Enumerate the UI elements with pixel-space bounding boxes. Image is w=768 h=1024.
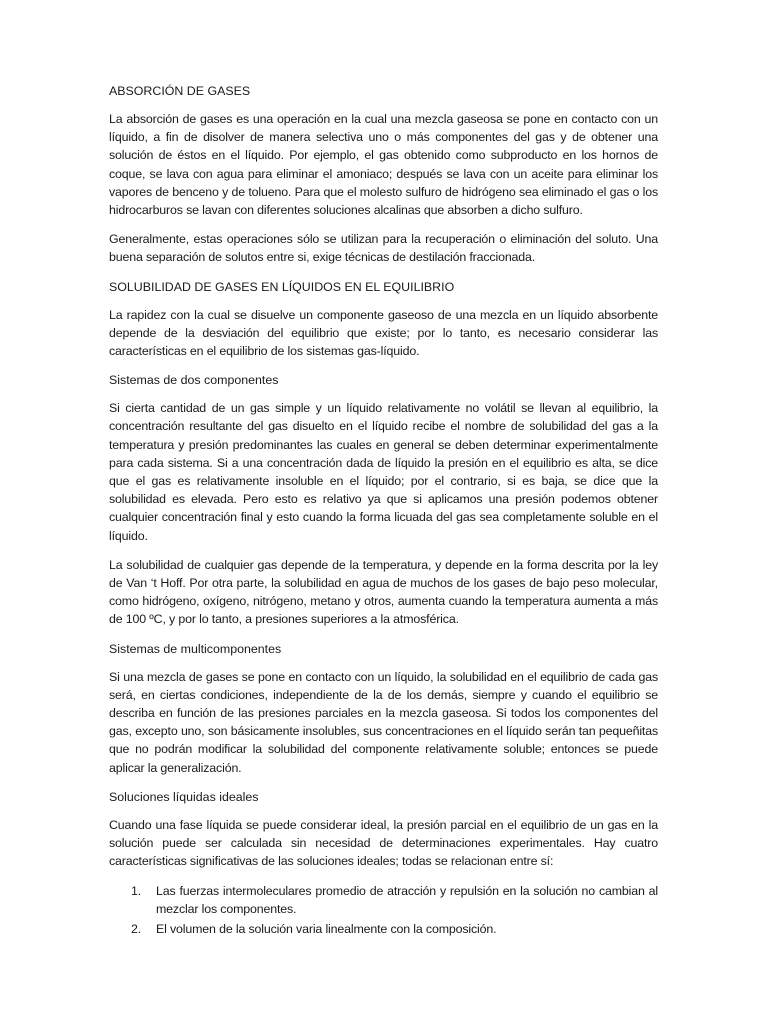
paragraph: La solubilidad de cualquier gas depende de la temperatura, y depende en la forma descrita por la ley de Van ‘t Hoff. Por otra parte, la solubilidad en agua de muchos de los gases de bajo peso molecular, como hidrógeno, oxígeno, nitrógeno, metano y otros, aumenta cuando la temperatura aumenta a más de 100 ºC, y por lo tanto, a presiones superiores a la atmosférica.: [109, 557, 658, 627]
paragraph: Si cierta cantidad de un gas simple y un líquido relativamente no volátil se llevan al equilibrio, la concentración resultante del gas disuelto en el líquido recibe el nombre de solubilidad del gas a la temperatura y presión predominantes las cuales en general se deben determinar experimentalmente para cada sistema. Si a una concentración dada de líquido la presión en el equilibrio es alta, se dice que el gas es relativamente insoluble en el líquido; por el contrario, si es baja, se dice que la solubilidad es elevada. Pero esto es relativo ya que si aplicamos una presión podemos obtener cualquier concentración final y esto cuando la forma licuada del gas sea completamente soluble en el líquido.: [109, 401, 658, 543]
list-item: [109, 882, 658, 918]
paragraph: La absorción de gases es una operación en la cual una mezcla gaseosa se pone en contacto con un líquido, a fin de disolver de manera selectiva uno o más componentes del gas y de obtener una solución de éstos en el líquido. Por ejemplo, el gas obtenido como subproducto en los hornos de coque, se lava con agua para eliminar el amoniaco; después se lava con un aceite para eliminar los vapores de benceno y de tolueno. Para que el molesto sulfuro de hidrógeno sea eliminado el gas o los hidrocarburos se lavan con diferentes soluciones alcalinas que absorben a dicho sulfuro.: [109, 112, 658, 218]
list-item: [109, 920, 658, 938]
subheading-dos-componentes: Sistemas de dos componentes: [109, 373, 279, 388]
paragraph: La rapidez con la cual se disuelve un componente gaseoso de una mezcla en un líquido absorbente depende de la desviación del equilibrio que existe; por lo tanto, es necesario considerar las características en el equilibrio de los sistemas gas-líquido.: [109, 307, 658, 359]
paragraph: Cuando una fase líquida se puede considerar ideal, la presión parcial en el equilibrio de un gas en la solución puede ser calculada sin necesidad de determinaciones experimentales. Hay cuatro características significativas de las soluciones ideales; todas se relacionan entre sí:: [109, 817, 658, 869]
list-number: 1.: [131, 883, 142, 898]
numbered-list: [109, 882, 658, 939]
paragraph: Generalmente, estas operaciones sólo se utilizan para la recuperación o eliminación del soluto. Una buena separación de solutos entre si, exige técnicas de destilación fraccionada.: [109, 232, 658, 265]
subheading-soluciones-ideales: Soluciones líquidas ideales: [109, 789, 259, 804]
section-heading-solubilidad: SOLUBILIDAD DE GASES EN LÍQUIDOS EN EL EQUILIBRIO: [109, 279, 455, 294]
paragraph: Si una mezcla de gases se pone en contacto con un líquido, la solubilidad en el equilibrio de cada gas será, en ciertas condiciones, independiente de la de los demás, siempre y cuando el equilibrio se describa en función de las presiones parciales en la mezcla gaseosa. Si todos los componentes del gas, excepto uno, son básicamente insolubles, sus concentraciones en el líquido serán tan pequeñitas que no podrán modificar la solubilidad del componente relativamente soluble; entonces se puede aplicar la generalización.: [109, 669, 658, 775]
list-text: Las fuerzas intermoleculares promedio de atracción y repulsión en la solución no cambian al mezclar los componentes.: [156, 883, 658, 916]
list-number: 2.: [131, 921, 142, 936]
list-text: El volumen de la solución varia linealmente con la composición.: [156, 921, 497, 936]
section-heading-absorcion: ABSORCIÓN DE GASES: [109, 84, 251, 98]
subheading-multicomponentes: Sistemas de multicomponentes: [109, 641, 282, 656]
